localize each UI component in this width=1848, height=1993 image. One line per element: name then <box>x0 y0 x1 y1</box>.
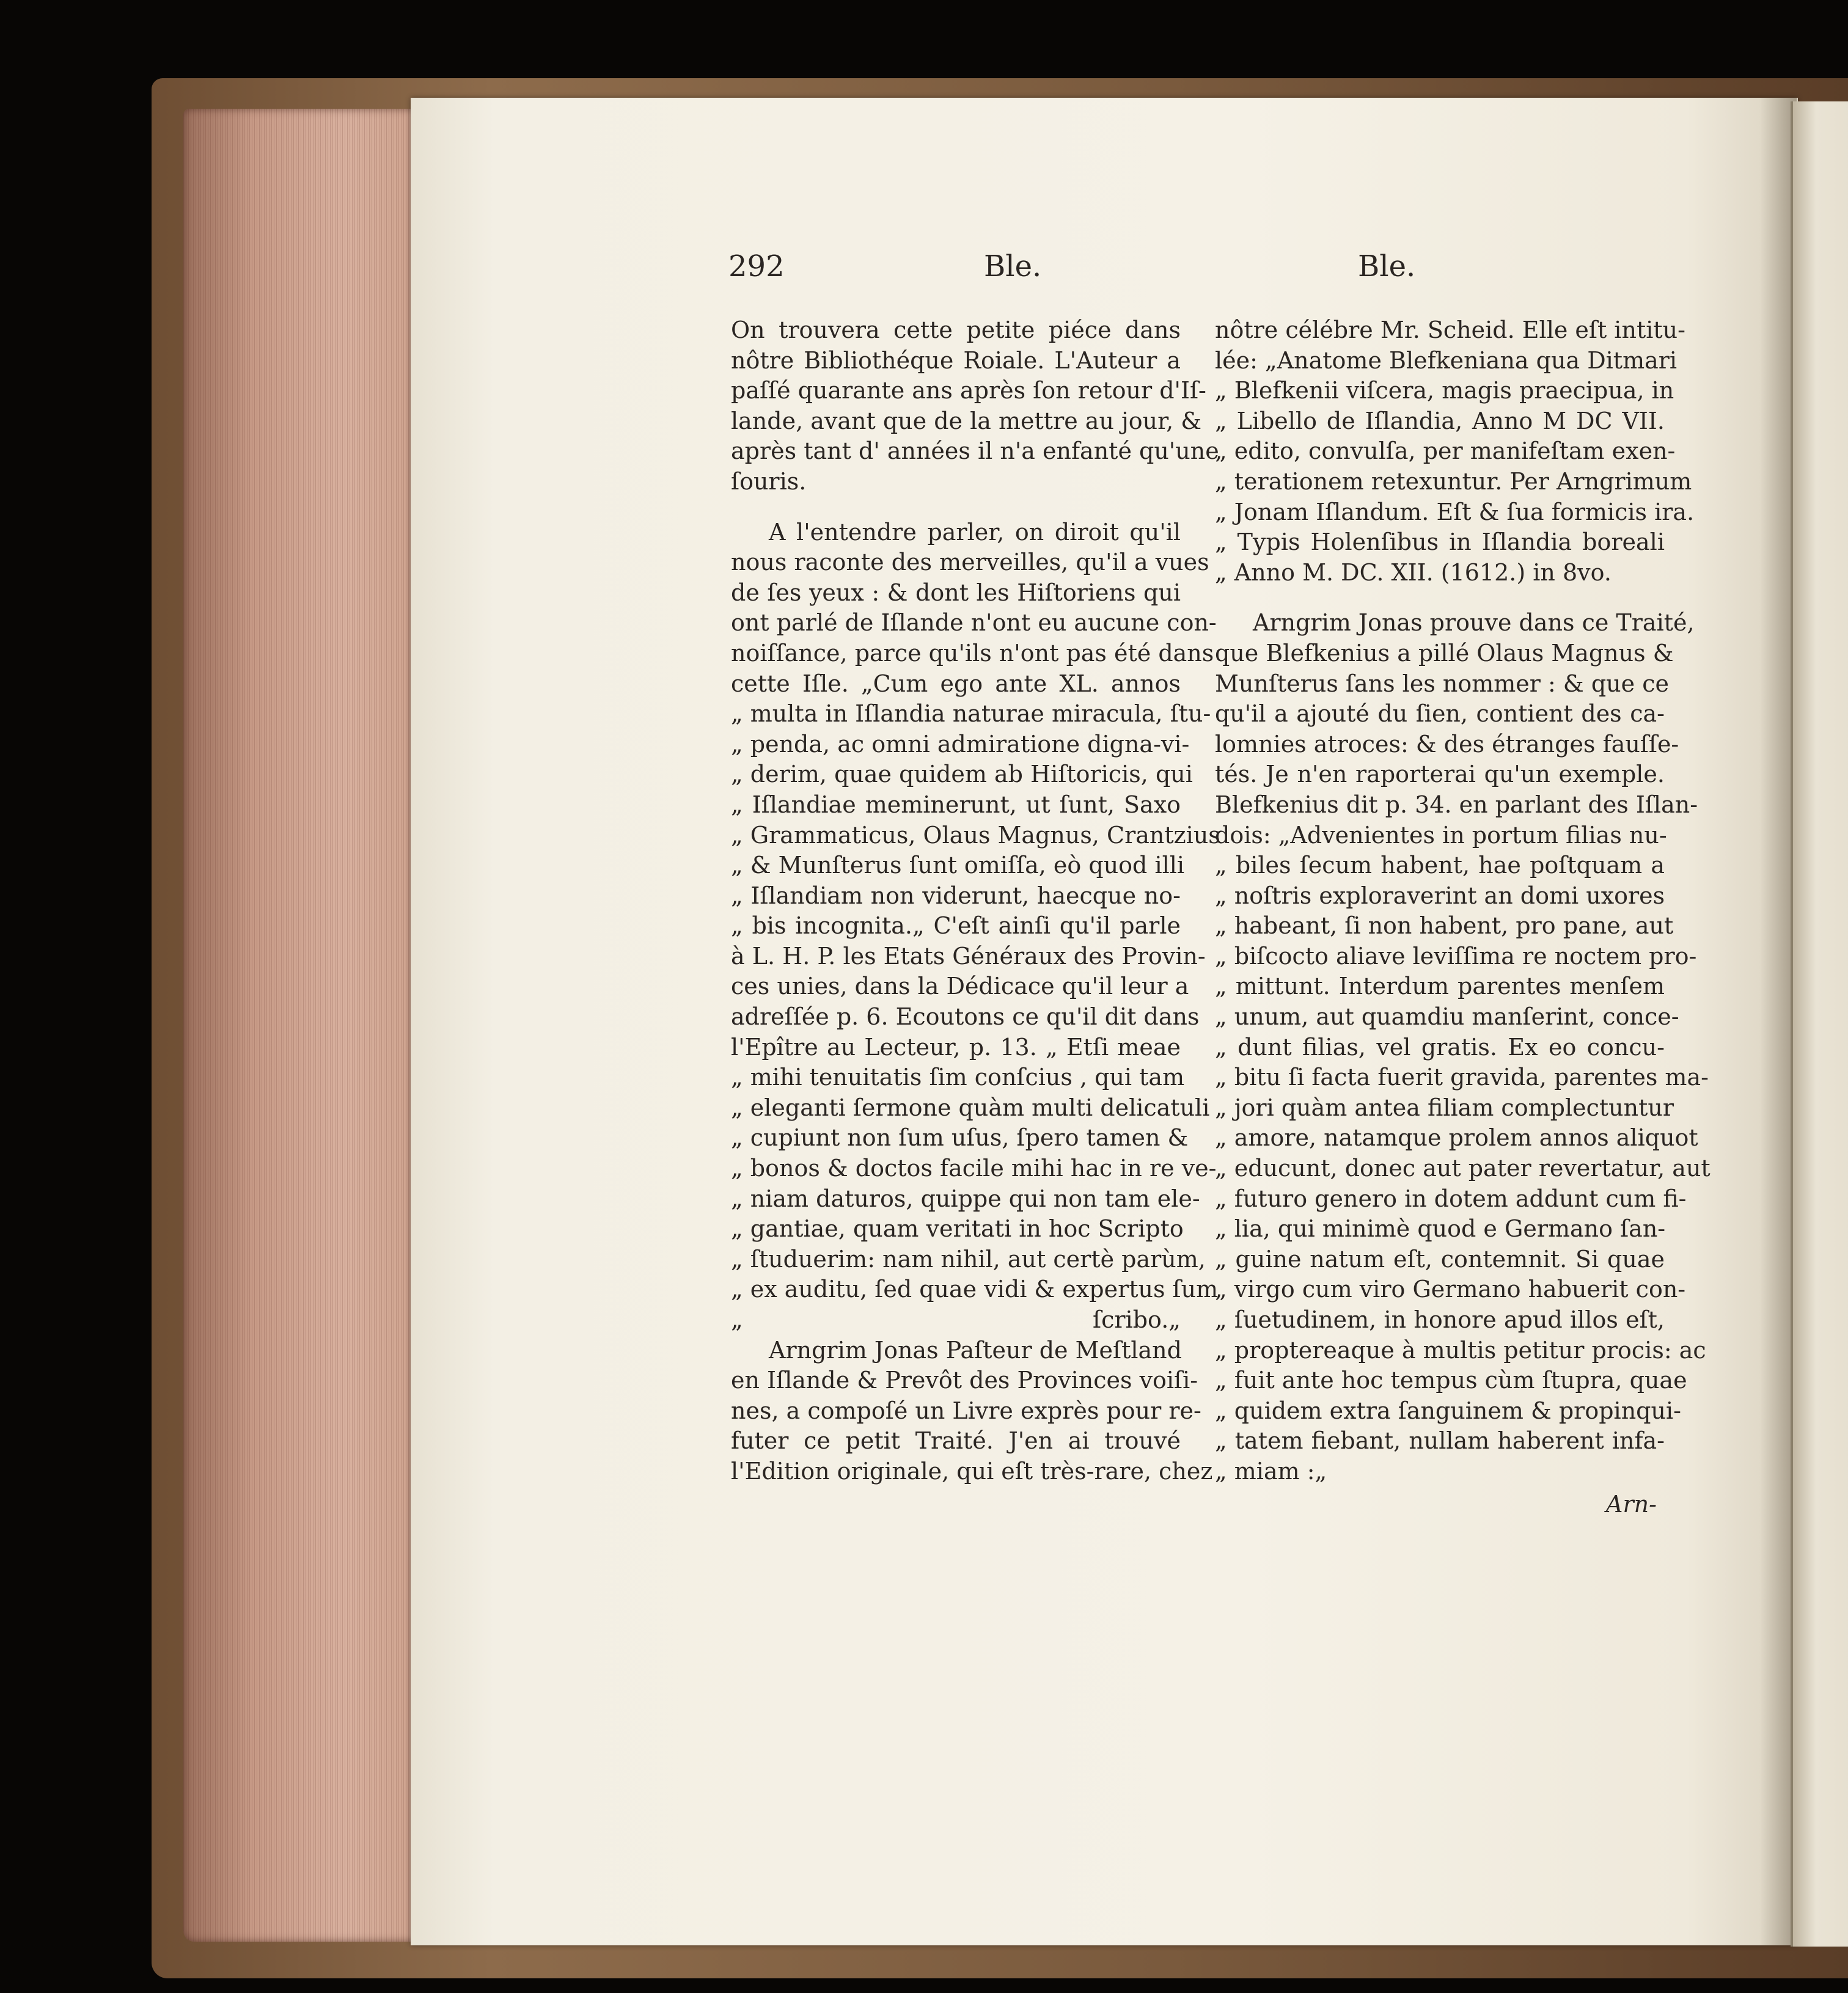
text-line: l'Edition originale, qui eſt très-rare, chez <box>731 1457 1213 1485</box>
text-line: lée: „Anatome Blefkeniana qua Ditmari <box>1215 346 1678 374</box>
text-line: „ ſtuduerim: nam nihil, aut certè parùm, <box>731 1245 1206 1273</box>
text-line: „ tatem fiebant, nullam haberent infa- <box>1215 1427 1665 1455</box>
text-line: en Iſlande & Prevôt des Provinces voiſi- <box>731 1367 1198 1394</box>
text-line: à L. H. P. les Etats Généraux des Provin- <box>731 942 1206 970</box>
text-line: On trouvera cette petite piéce dans <box>731 316 1181 343</box>
text-line: „ amore, natamque prolem annos aliquot <box>1215 1124 1698 1152</box>
text-line: „ bitu ſi facta fuerit gravida, parentes ma- <box>1215 1064 1709 1091</box>
catchword: Arn- <box>1606 1491 1657 1518</box>
left-running-head: Ble. <box>984 249 1042 283</box>
text-line: ſouris. <box>731 467 807 495</box>
text-line: „ unum, aut quamdiu manſerint, conce- <box>1215 1003 1679 1031</box>
text-line: „ biles ſecum habent, hae poſtquam a <box>1215 852 1665 879</box>
text-line: nous raconte des merveilles, qu'il a vues <box>731 549 1209 576</box>
text-line: „ guine natum eſt, contemnit. Si quae <box>1215 1245 1665 1273</box>
text-line: „ mihi tenuitatis ſim conſcius , qui tam <box>731 1064 1185 1091</box>
text-line: „ multa in Iſlandia naturae miracula, ſtu- <box>731 700 1211 728</box>
text-line: „ gantiae, quam veritati in hoc Scripto <box>731 1215 1184 1243</box>
text-line: nôtre célébre Mr. Scheid. Elle eſt intitu- <box>1215 316 1685 343</box>
text-line: „ Typis Holenſibus in Iſlandia boreali <box>1215 528 1665 556</box>
text-line: Arngrim Jonas prouve dans ce Traité, <box>1253 609 1695 637</box>
text-line: Blefkenius dit p. 34. en parlant des Iſlan- <box>1215 791 1698 818</box>
text-line: „ derim, quae quidem ab Hiſtoricis, qui <box>731 761 1193 788</box>
text-line: lande, avant que de la mettre au jour, & <box>731 407 1202 434</box>
text-line: lomnies atroces: & des étranges fauſſe- <box>1215 730 1679 758</box>
text-line: de ſes yeux : & dont les Hiſtoriens qui <box>731 579 1181 606</box>
text-line: „ penda, ac omni admiratione digna-vi- <box>731 730 1190 758</box>
page-right-edge <box>1791 101 1848 1947</box>
text-line: adreſſée p. 6. Ecoutons ce qu'il dit dans <box>731 1003 1200 1031</box>
text-line: paſſé quarante ans après ſon retour d'Iſ- <box>731 377 1206 404</box>
text-line: „ miam :„ <box>1215 1457 1327 1485</box>
text-line: „ jori quàm antea filiam complectuntur <box>1215 1094 1674 1121</box>
text-line: „ virgo cum viro Germano habuerit con- <box>1215 1276 1686 1303</box>
text-line: „ dunt filias, vel gratis. Ex eo concu- <box>1215 1033 1665 1061</box>
page-edges <box>183 109 414 1942</box>
text-line: nôtre Bibliothéque Roiale. L'Auteur a <box>731 346 1181 374</box>
text-line: „ habeant, ſi non habent, pro pane, aut <box>1215 912 1674 940</box>
text-line: ces unies, dans la Dédicace qu'il leur a <box>731 973 1189 1000</box>
text-line: ont parlé de Iſlande n'ont eu aucune con- <box>731 609 1217 637</box>
text-line: „ edito, convulſa, per manifeſtam exen- <box>1215 437 1676 465</box>
text-line: A l'entendre parler, on diroit qu'il <box>769 518 1181 546</box>
text-line: nes, a compoſé un Livre exprès pour re- <box>731 1397 1201 1424</box>
text-line: qu'il a ajouté du ſien, contient des ca- <box>1215 700 1665 728</box>
text-line: „ & Munſterus ſunt omiſſa, eò quod illi <box>731 852 1185 879</box>
text-line: cette Iſle. „Cum ego ante XL. annos <box>731 670 1181 697</box>
text-line: „ futuro genero in dotem addunt cum fi- <box>1215 1185 1687 1212</box>
text-line: „ eleganti ſermone quàm multi delicatuli <box>731 1094 1210 1121</box>
text-line: „ bonos & doctos facile mihi hac in re ve- <box>731 1155 1217 1182</box>
text-line: „ ſcribo.„ <box>731 1306 1181 1333</box>
text-line: „ bis incognita.„ C'eſt ainſi qu'il parle <box>731 912 1181 940</box>
text-line: „ lia, qui minimè quod e Germano ſan- <box>1215 1215 1666 1243</box>
text-line: futer ce petit Traité. J'en ai trouvé <box>731 1427 1181 1455</box>
text-line: „ fuit ante hoc tempus cùm ſtupra, quae <box>1215 1367 1687 1394</box>
text-line: que Blefkenius a pillé Olaus Magnus & <box>1215 639 1674 667</box>
paragraph-gap <box>731 497 1181 517</box>
text-line: „ Grammaticus, Olaus Magnus, Crantzius <box>731 821 1220 849</box>
right-column <box>1215 315 1711 1487</box>
text-line: Munſterus ſans les nommer : & que ce <box>1215 670 1669 697</box>
text-line: après tant d' années il n'a enfanté qu'une <box>731 437 1219 465</box>
text-line: „ ex auditu, ſed quae vidi & expertus ſum <box>731 1276 1219 1303</box>
text-line: „ proptereaque à multis petitur procis: ac <box>1215 1336 1706 1364</box>
text-line: „ Anno M. DC. XII. (1612.) in 8vo. <box>1215 558 1612 586</box>
text-line: „ noſtris exploraverint an domi uxores <box>1215 882 1665 909</box>
text-line: „ mittunt. Interdum parentes menſem <box>1215 973 1665 1000</box>
text-line: „ biſcocto aliave leviſſima re noctem pro- <box>1215 942 1697 970</box>
text-line: „ terationem retexuntur. Per Arngrimum <box>1215 467 1692 495</box>
text-line: „ cupiunt non ſum uſus, ſpero tamen & <box>731 1124 1189 1152</box>
text-line: „ Iſlandiae meminerunt, ut ſunt, Saxo <box>731 791 1181 818</box>
text-line: tés. Je n'en raporterai qu'un exemple. <box>1215 761 1665 788</box>
paragraph-gap <box>1215 588 1665 608</box>
text-line: noiſſance, parce qu'ils n'ont pas été dans <box>731 639 1214 667</box>
text-line: „ quidem extra ſanguinem & propinqui- <box>1215 1397 1681 1424</box>
text-line: „ educunt, donec aut pater revertatur, aut <box>1215 1155 1711 1182</box>
text-line: „ Iſlandiam non viderunt, haecque no- <box>731 882 1181 909</box>
text-line: „ Jonam Iſlandum. Eſt & ſua formicis ira. <box>1215 498 1695 525</box>
text-line: „ ſuetudinem, in honore apud illos eſt, <box>1215 1306 1665 1333</box>
text-line: „ niam daturos, quippe qui non tam ele- <box>731 1185 1200 1212</box>
text-line: l'Epître au Lecteur, p. 13. „ Etſi meae <box>731 1033 1181 1061</box>
text-line: „ Libello de Iſlandia, Anno M DC VII. <box>1215 407 1665 434</box>
text-line: dois: „Advenientes in portum filias nu- <box>1215 821 1667 849</box>
text-line: Arngrim Jonas Paſteur de Meſtland <box>769 1336 1182 1364</box>
right-running-head: Ble. <box>1358 249 1416 283</box>
left-column <box>731 315 1220 1487</box>
text-line: „ Blefkenii viſcera, magis praecipua, in <box>1215 377 1674 404</box>
page-number: 292 <box>728 249 785 283</box>
